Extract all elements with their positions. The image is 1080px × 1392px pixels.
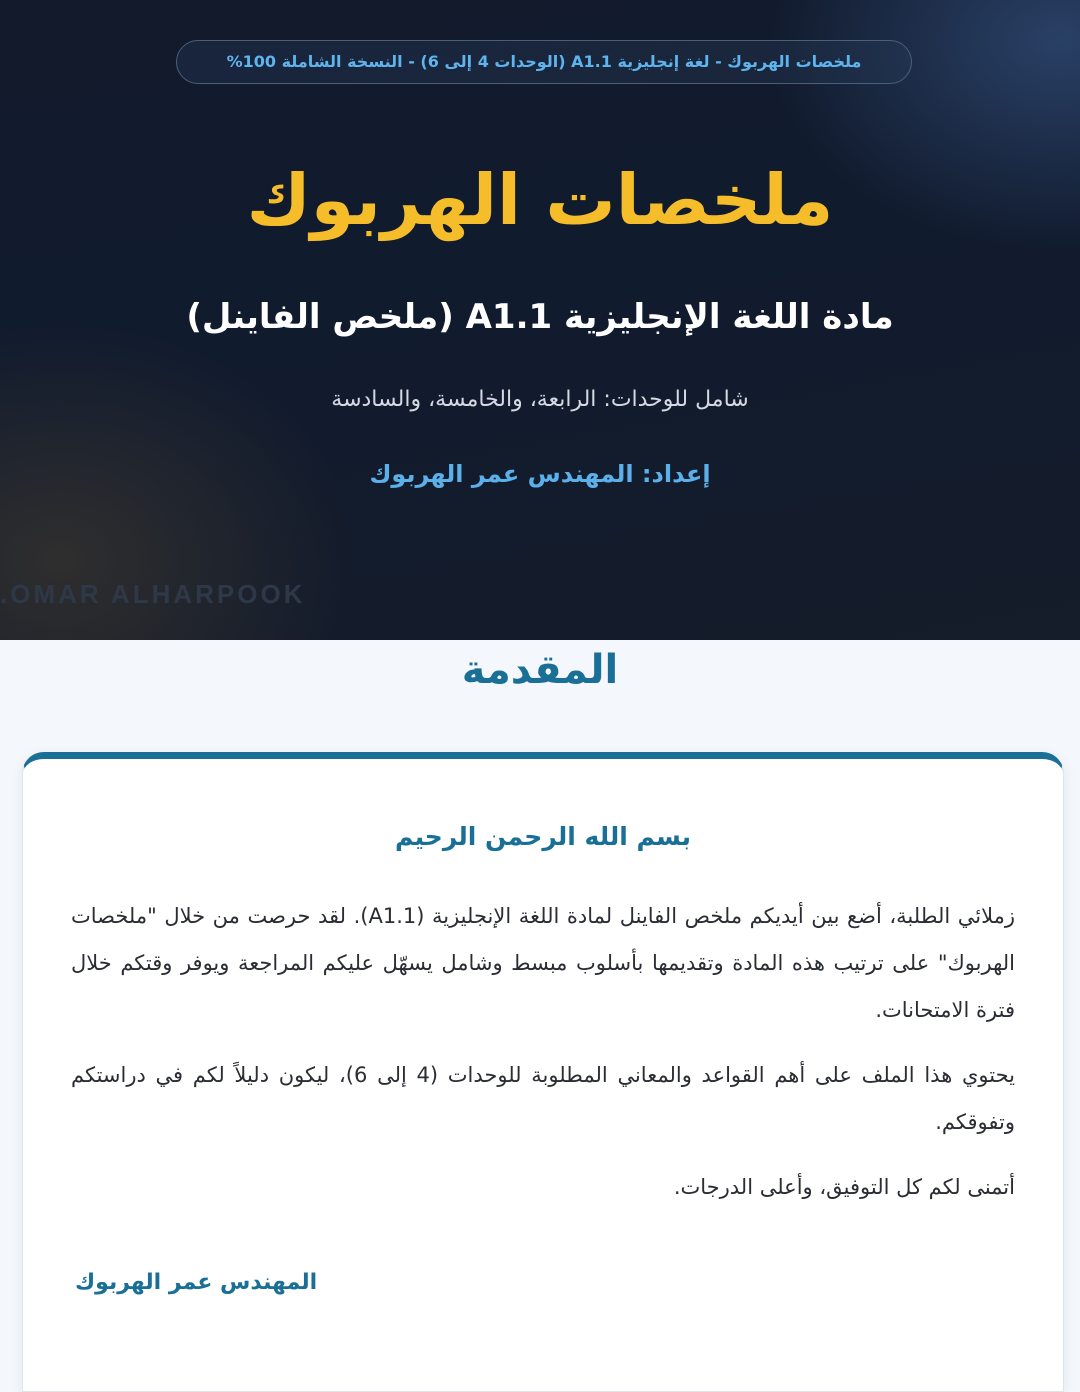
basmala: بسم الله الرحمن الرحيم [395, 822, 691, 851]
intro-paragraph: زملائي الطلبة، أضع بين أيديكم ملخص الفاينل لمادة اللغة الإنجليزية (A1.1). لقد حرصت من خلال "ملخصات الهربوك" على ترتيب هذه المادة وتقديمها بأسلوب مبسط وشامل يسهّل عليكم المراجعة ويوفر وقتكم خلال فترة الامتحانات. [71, 904, 1015, 1022]
intro-heading: المقدمة [461, 647, 619, 693]
intro-paragraph: يحتوي هذا الملف على أهم القواعد والمعاني المطلوبة للوحدات (4 إلى 6)، ليكون دليلاً لكم في دراستكم وتفوقكم. [71, 1063, 1015, 1134]
document-badge: ملخصات الهربوك - لغة إنجليزية A1.1 (الوحدات 4 إلى 6) - النسخة الشاملة 100% [176, 40, 912, 84]
intro-paragraph: أتمنى لكم كل التوفيق، وأعلى الدرجات. [673, 1175, 1015, 1199]
intro-card [22, 752, 1064, 1392]
cover-subtitle: مادة اللغة الإنجليزية A1.1 (ملخص الفاينل) [186, 297, 894, 337]
cover-scope: شامل للوحدات: الرابعة، والخامسة، والسادسة [331, 387, 749, 412]
cover-hero [0, 0, 1080, 640]
cover-title: ملخصات الهربوك [246, 159, 834, 241]
cover-author: إعداد: المهندس عمر الهربوك [369, 460, 711, 488]
author-signature: المهندس عمر الهربوك [75, 1270, 318, 1295]
intro-body [71, 893, 1015, 1229]
watermark-text: .OMAR ALHARPOOK [0, 579, 306, 609]
